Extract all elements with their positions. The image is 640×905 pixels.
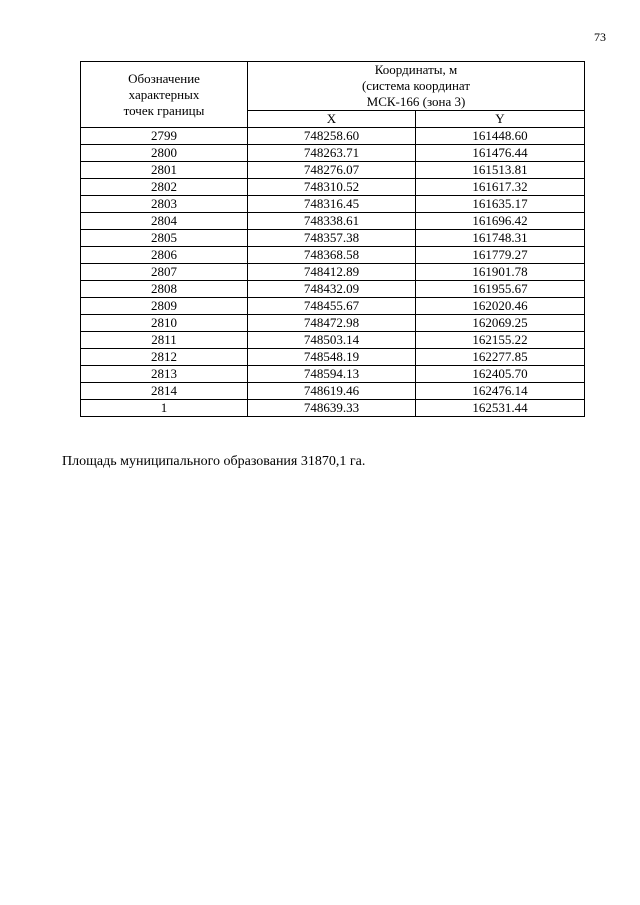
header-point-line-3: точек границы xyxy=(123,102,205,118)
cell-point: 2799 xyxy=(81,128,248,145)
coordinates-table xyxy=(80,61,585,417)
cell-x: 748639.33 xyxy=(248,400,416,417)
table-row xyxy=(81,349,585,366)
cell-x: 748258.60 xyxy=(248,128,416,145)
cell-y: 161955.67 xyxy=(416,281,585,298)
cell-y: 162069.25 xyxy=(416,315,585,332)
cell-point: 2804 xyxy=(81,213,248,230)
cell-point: 2808 xyxy=(81,281,248,298)
cell-point: 2802 xyxy=(81,179,248,196)
cell-x: 748503.14 xyxy=(248,332,416,349)
table-row xyxy=(81,162,585,179)
cell-x: 748368.58 xyxy=(248,247,416,264)
cell-x: 748338.61 xyxy=(248,213,416,230)
cell-x: 748310.52 xyxy=(248,179,416,196)
header-point-designation xyxy=(81,62,248,128)
cell-x: 748594.13 xyxy=(248,366,416,383)
cell-x: 748263.71 xyxy=(248,145,416,162)
cell-y: 162277.85 xyxy=(416,349,585,366)
cell-y: 162531.44 xyxy=(416,400,585,417)
table-row xyxy=(81,383,585,400)
cell-y: 161748.31 xyxy=(416,230,585,247)
table-row xyxy=(81,315,585,332)
cell-point: 2800 xyxy=(81,145,248,162)
header-point-line-1: Обозначение xyxy=(128,70,200,86)
table-row xyxy=(81,400,585,417)
table-row xyxy=(81,145,585,162)
cell-point: 2810 xyxy=(81,315,248,332)
header-x: X xyxy=(248,111,416,128)
cell-x: 748276.07 xyxy=(248,162,416,179)
cell-y: 161448.60 xyxy=(416,128,585,145)
table-row xyxy=(81,230,585,247)
page-number: 73 xyxy=(594,30,606,44)
cell-y: 161901.78 xyxy=(416,264,585,281)
cell-x: 748316.45 xyxy=(248,196,416,213)
cell-y: 161696.42 xyxy=(416,213,585,230)
cell-x: 748357.38 xyxy=(248,230,416,247)
cell-point: 2807 xyxy=(81,264,248,281)
cell-y: 162155.22 xyxy=(416,332,585,349)
table-row xyxy=(81,179,585,196)
table-row xyxy=(81,128,585,145)
cell-y: 161617.32 xyxy=(416,179,585,196)
cell-y: 162405.70 xyxy=(416,366,585,383)
cell-point: 2812 xyxy=(81,349,248,366)
cell-point: 2813 xyxy=(81,366,248,383)
header-coordinates xyxy=(248,62,585,111)
header-point-line-2: характерных xyxy=(128,86,200,102)
cell-point: 2806 xyxy=(81,247,248,264)
cell-x: 748432.09 xyxy=(248,281,416,298)
cell-x: 748412.89 xyxy=(248,264,416,281)
cell-point: 2811 xyxy=(81,332,248,349)
table-row xyxy=(81,281,585,298)
cell-y: 161779.27 xyxy=(416,247,585,264)
cell-x: 748455.67 xyxy=(248,298,416,315)
table-body xyxy=(81,128,585,417)
cell-y: 162476.14 xyxy=(416,383,585,400)
cell-point: 1 xyxy=(81,400,248,417)
cell-y: 161476.44 xyxy=(416,145,585,162)
table-row xyxy=(81,298,585,315)
cell-y: 161635.17 xyxy=(416,196,585,213)
table-row xyxy=(81,366,585,383)
table-row xyxy=(81,247,585,264)
cell-point: 2814 xyxy=(81,383,248,400)
cell-point: 2805 xyxy=(81,230,248,247)
cell-y: 162020.46 xyxy=(416,298,585,315)
table-row xyxy=(81,196,585,213)
header-coord-line-2: (система координат xyxy=(361,78,471,93)
cell-point: 2801 xyxy=(81,162,248,179)
header-coord-line-3: МСК-166 (зона 3) xyxy=(366,94,466,109)
cell-x: 748472.98 xyxy=(248,315,416,332)
header-y: Y xyxy=(416,111,585,128)
table-row xyxy=(81,332,585,349)
table-row xyxy=(81,213,585,230)
cell-point: 2809 xyxy=(81,298,248,315)
cell-x: 748548.19 xyxy=(248,349,416,366)
cell-y: 161513.81 xyxy=(416,162,585,179)
cell-x: 748619.46 xyxy=(248,383,416,400)
cell-point: 2803 xyxy=(81,196,248,213)
table-row xyxy=(81,264,585,281)
header-coord-line-1: Координаты, м xyxy=(374,62,458,77)
area-statement: Площадь муниципального образования 31870,1 га. xyxy=(62,454,366,469)
